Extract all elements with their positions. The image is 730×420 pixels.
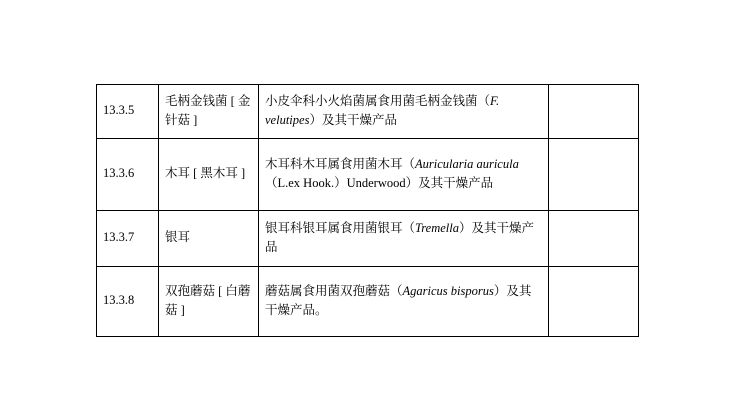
desc-suffix: ）及其干燥产品。 <box>265 283 532 317</box>
table-row <box>97 85 639 139</box>
cell-note <box>549 211 639 267</box>
cell-description <box>259 211 549 267</box>
cell-name: 木耳 [ 黑木耳 ] <box>159 139 259 211</box>
desc-scientific-name: F. velutipes <box>265 93 500 127</box>
desc-suffix: ）及其干燥产品 <box>265 220 535 254</box>
cell-description <box>259 267 549 337</box>
desc-suffix: （L.ex Hook.）Underwood）及其干燥产品 <box>265 176 494 190</box>
table-container <box>96 84 638 337</box>
desc-suffix: ）及其干燥产品 <box>309 113 397 127</box>
table-row <box>97 139 639 211</box>
cell-description <box>259 139 549 211</box>
cell-name: 毛柄金钱菌 [ 金针菇 ] <box>159 85 259 139</box>
desc-scientific-name: Auricularia auricula <box>415 156 519 171</box>
cell-note <box>549 267 639 337</box>
desc-prefix: 木耳科木耳属食用菌木耳（ <box>265 156 416 171</box>
desc-prefix: 银耳科银耳属食用菌银耳（ <box>265 220 416 235</box>
cell-code: 13.3.8 <box>97 267 159 337</box>
cell-name: 双孢蘑菇 [ 白蘑菇 ] <box>159 267 259 337</box>
food-category-table <box>96 84 639 337</box>
cell-code: 13.3.7 <box>97 211 159 267</box>
cell-description <box>259 85 549 139</box>
desc-prefix: 蘑菇属食用菌双孢蘑菇（ <box>265 283 403 298</box>
desc-scientific-name: Agaricus bisporus <box>402 283 494 298</box>
cell-note <box>549 85 639 139</box>
desc-prefix: 小皮伞科小火焰菌属食用菌毛柄金钱菌（ <box>265 93 491 108</box>
cell-code: 13.3.6 <box>97 139 159 211</box>
desc-scientific-name: Tremella <box>415 220 459 235</box>
cell-name: 银耳 <box>159 211 259 267</box>
table-row <box>97 267 639 337</box>
cell-note <box>549 139 639 211</box>
cell-code: 13.3.5 <box>97 85 159 139</box>
table-row <box>97 211 639 267</box>
